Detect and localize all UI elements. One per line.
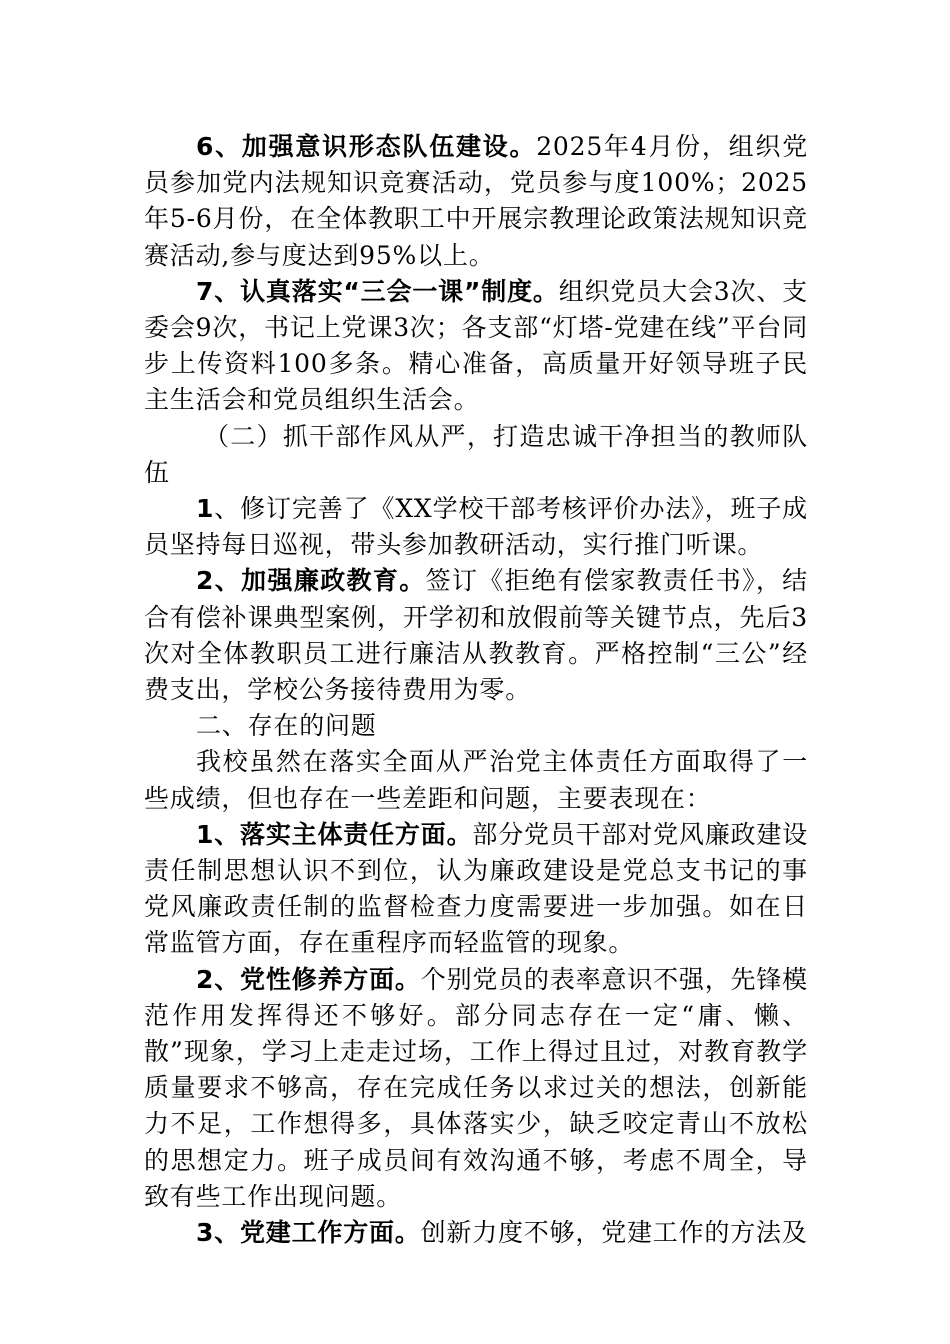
paragraph-body: 、修订完善了《XX学校干部考核评价办法》，班子成员坚持每日巡视，带头参加教研活动，实行推门听课。 <box>144 494 808 560</box>
paragraph-cadre-item-2 <box>144 563 808 708</box>
paragraph-body: 部分党员干部对党风廉政建设责任制思想认识不到位，认为廉政建设是党总支书记的事党风廉政责任制的监督检查力度需要进一步加强。如在日常监管方面，存在重程序而轻监管的现象。 <box>144 819 808 958</box>
section-heading-problems: 二、存在的问题 <box>196 711 377 741</box>
paragraph-cadre-item-1 <box>144 491 808 563</box>
paragraph-problems-intro: 我校虽然在落实全面从严治党主体责任方面取得了一些成绩，但也存在一些差距和问题，主要表现在： <box>144 747 808 813</box>
paragraph-body: 组织党员大会3次、支委会9次，书记上党课3次；各支部“灯塔-党建在线”平台同步上传资料100多条。精心准备，高质量开好领导班子民主生活会和党员组织生活会。 <box>144 276 808 415</box>
document-body <box>144 129 808 1251</box>
paragraph-problem-2 <box>144 962 808 1215</box>
paragraph-item-7 <box>144 274 808 419</box>
paragraph-lead: 6、加强意识形态队伍建设。 <box>196 132 537 161</box>
paragraph-lead: 2、党性修养方面。 <box>196 964 421 994</box>
paragraph-lead: 3、党建工作方面。 <box>196 1218 421 1248</box>
paragraph-problem-3 <box>144 1215 808 1251</box>
paragraph-body: 个别党员的表率意识不强，先锋模范作用发挥得还不够好。部分同志存在一定“庸、懒、散”现象，学习上走走过场，工作上得过且过，对教育教学质量要求不够高，存在完成任务以求过关的想法，创新能力不足，工作想得多，具体落实少，缺乏咬定青山不放松的思想定力。班子成员间有效沟通不够，考虑不周全，导致有些工作出现问题。 <box>144 964 808 1211</box>
section-heading-cadre-style: （二）抓干部作风从严，打造忠诚干净担当的教师队伍 <box>144 421 808 487</box>
paragraph-problem-1 <box>144 817 808 962</box>
paragraph-body: 签订《拒绝有偿家教责任书》，结合有偿补课典型案例，开学初和放假前等关键节点，先后3次对全体教职员工进行廉洁从教教育。严格控制“三公”经费支出，学校公务接待费用为零。 <box>144 566 808 705</box>
paragraph-body: 2025年4月份，组织党员参加党内法规知识竞赛活动，党员参与度100%；2025年5-6月份，在全体教职工中开展宗教理论政策法规知识竞赛活动,参与度达到95%以上。 <box>144 132 808 270</box>
paragraph-body: 创新力度不够，党建工作的方法及 <box>420 1218 808 1248</box>
paragraph-lead: 2、加强廉政教育。 <box>196 566 426 596</box>
paragraph-lead: 1、落实主体责任方面。 <box>196 819 473 849</box>
paragraph-lead: 1 <box>196 494 215 524</box>
paragraph-lead: 7、认真落实“三会一课”制度。 <box>196 276 559 306</box>
paragraph-item-6 <box>144 129 808 274</box>
